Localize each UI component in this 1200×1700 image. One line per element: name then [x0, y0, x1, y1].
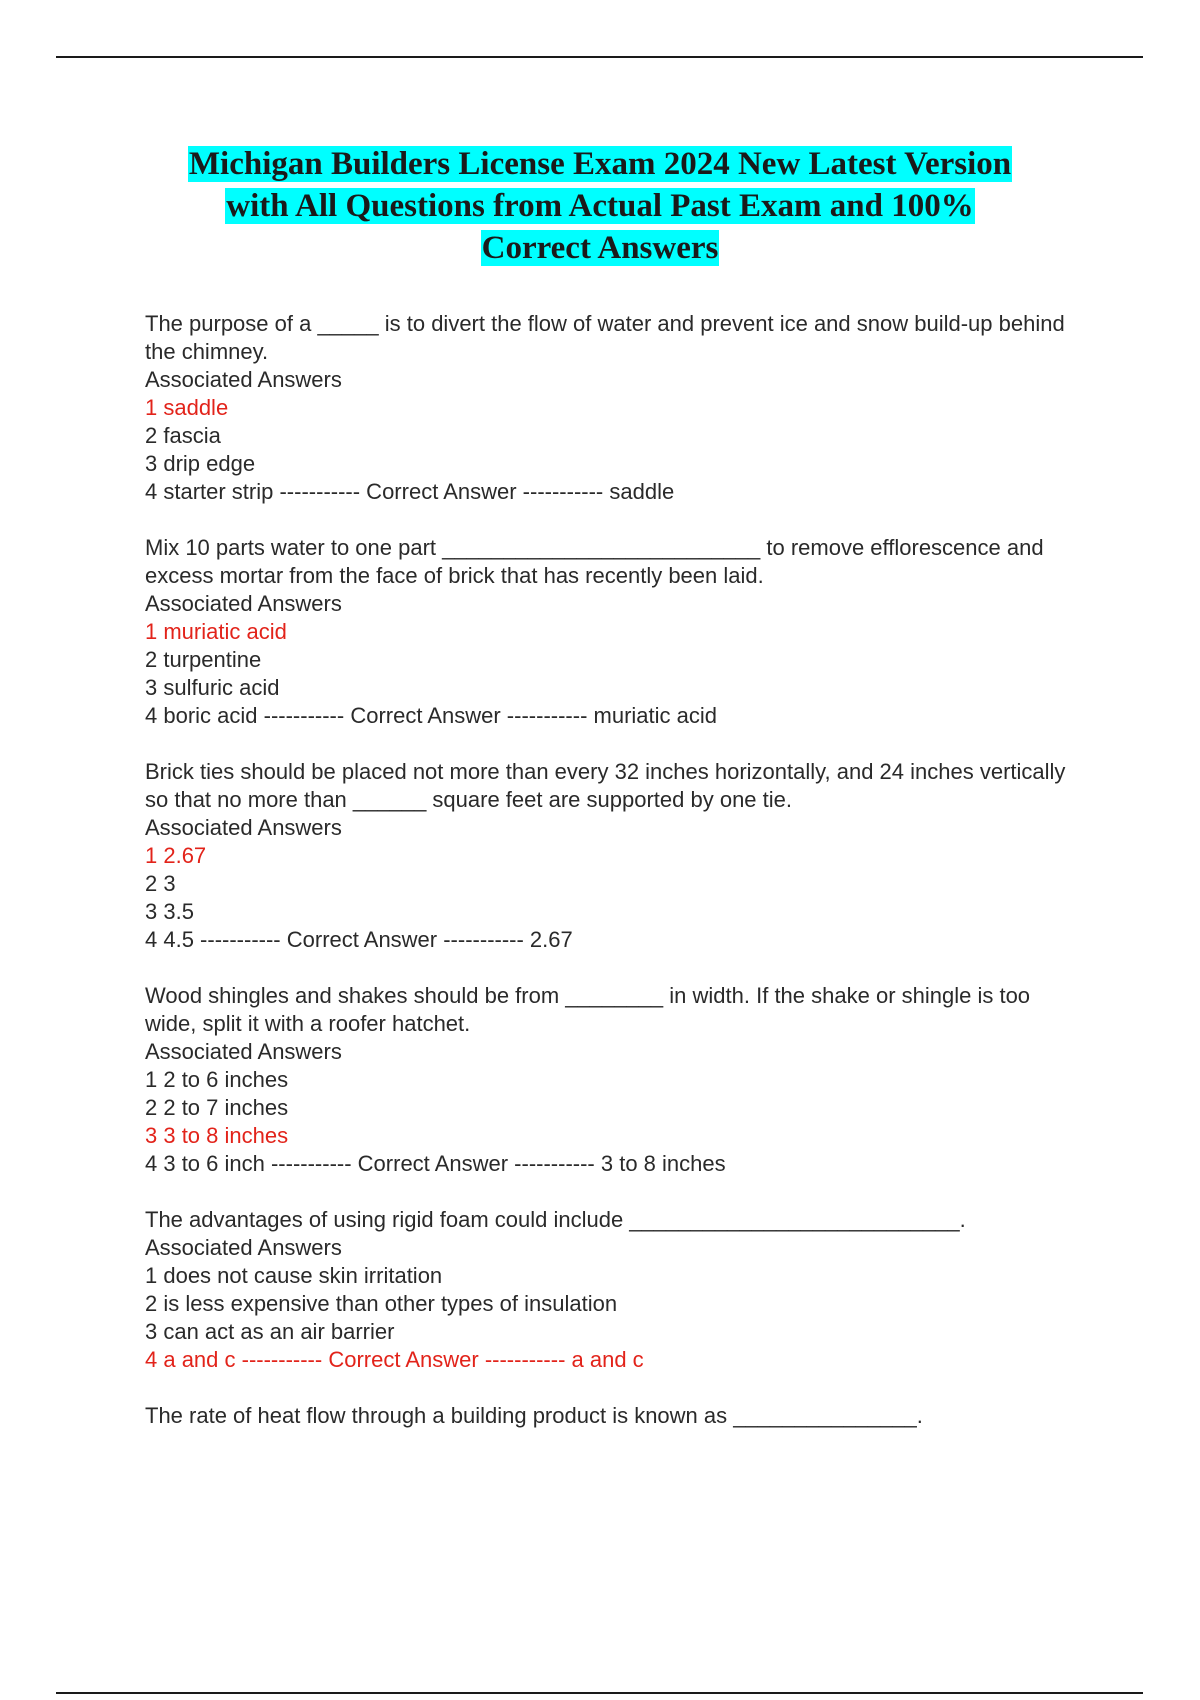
question-stem: The rate of heat flow through a building product is known as _______________. [145, 1403, 923, 1428]
associated-answers-label: Associated Answers [145, 1235, 342, 1260]
title-line-1: Michigan Builders License Exam 2024 New Latest Version [188, 146, 1012, 182]
question-4 [145, 982, 1075, 1178]
answer-option: 1 2 to 6 inches [145, 1067, 289, 1092]
title-line-2: with All Questions from Actual Past Exam and 100% [226, 188, 974, 224]
answer-option: 2 2 to 7 inches [145, 1095, 289, 1120]
question-list [145, 310, 1075, 1458]
question-stem: Brick ties should be placed not more than every 32 inches horizontally, and 24 inches vertically so that no more than ______ square feet are supported by one tie. [145, 759, 1066, 812]
question-6 [145, 1402, 1075, 1430]
title-line-3: Correct Answers [481, 230, 719, 266]
answer-option-with-key: 4 starter strip ----------- Correct Answer ----------- saddle [145, 479, 675, 504]
header-rule [56, 56, 1143, 58]
question-stem: Wood shingles and shakes should be from ________ in width. If the shake or shingle is too wide, split it with a roofer hatchet. [145, 983, 1031, 1036]
answer-option-with-key: 4 boric acid ----------- Correct Answer ----------- muriatic acid [145, 703, 717, 728]
question-stem: The advantages of using rigid foam could include ___________________________. [145, 1207, 966, 1232]
answer-option-correct-with-key: 4 a and c ----------- Correct Answer ----------- a and c [145, 1347, 644, 1372]
answer-option-correct: 3 3 to 8 inches [145, 1123, 289, 1148]
associated-answers-label: Associated Answers [145, 591, 342, 616]
associated-answers-label: Associated Answers [145, 367, 342, 392]
answer-option-with-key: 4 3 to 6 inch ----------- Correct Answer ----------- 3 to 8 inches [145, 1151, 726, 1176]
footer-rule [56, 1692, 1143, 1694]
answer-option: 2 is less expensive than other types of insulation [145, 1291, 618, 1316]
question-5 [145, 1206, 1075, 1374]
question-stem: The purpose of a _____ is to divert the flow of water and prevent ice and snow build-up behind the chimney. [145, 311, 1065, 364]
answer-option-correct: 1 muriatic acid [145, 619, 287, 644]
associated-answers-label: Associated Answers [145, 1039, 342, 1064]
document-title [60, 143, 1140, 269]
answer-option: 3 sulfuric acid [145, 675, 280, 700]
associated-answers-label: Associated Answers [145, 815, 342, 840]
question-1 [145, 310, 1075, 506]
answer-option-with-key: 4 4.5 ----------- Correct Answer ----------- 2.67 [145, 927, 573, 952]
answer-option: 2 3 [145, 871, 176, 896]
answer-option: 3 can act as an air barrier [145, 1319, 395, 1344]
answer-option: 1 does not cause skin irritation [145, 1263, 443, 1288]
answer-option: 3 3.5 [145, 899, 194, 924]
answer-option: 3 drip edge [145, 451, 256, 476]
answer-option-correct: 1 2.67 [145, 843, 207, 868]
question-2 [145, 534, 1075, 730]
answer-option-correct: 1 saddle [145, 395, 229, 420]
question-3 [145, 758, 1075, 954]
question-stem: Mix 10 parts water to one part __________________________ to remove efflorescence and excess mortar from the face of brick that has recently been laid. [145, 535, 1044, 588]
answer-option: 2 fascia [145, 423, 221, 448]
answer-option: 2 turpentine [145, 647, 262, 672]
